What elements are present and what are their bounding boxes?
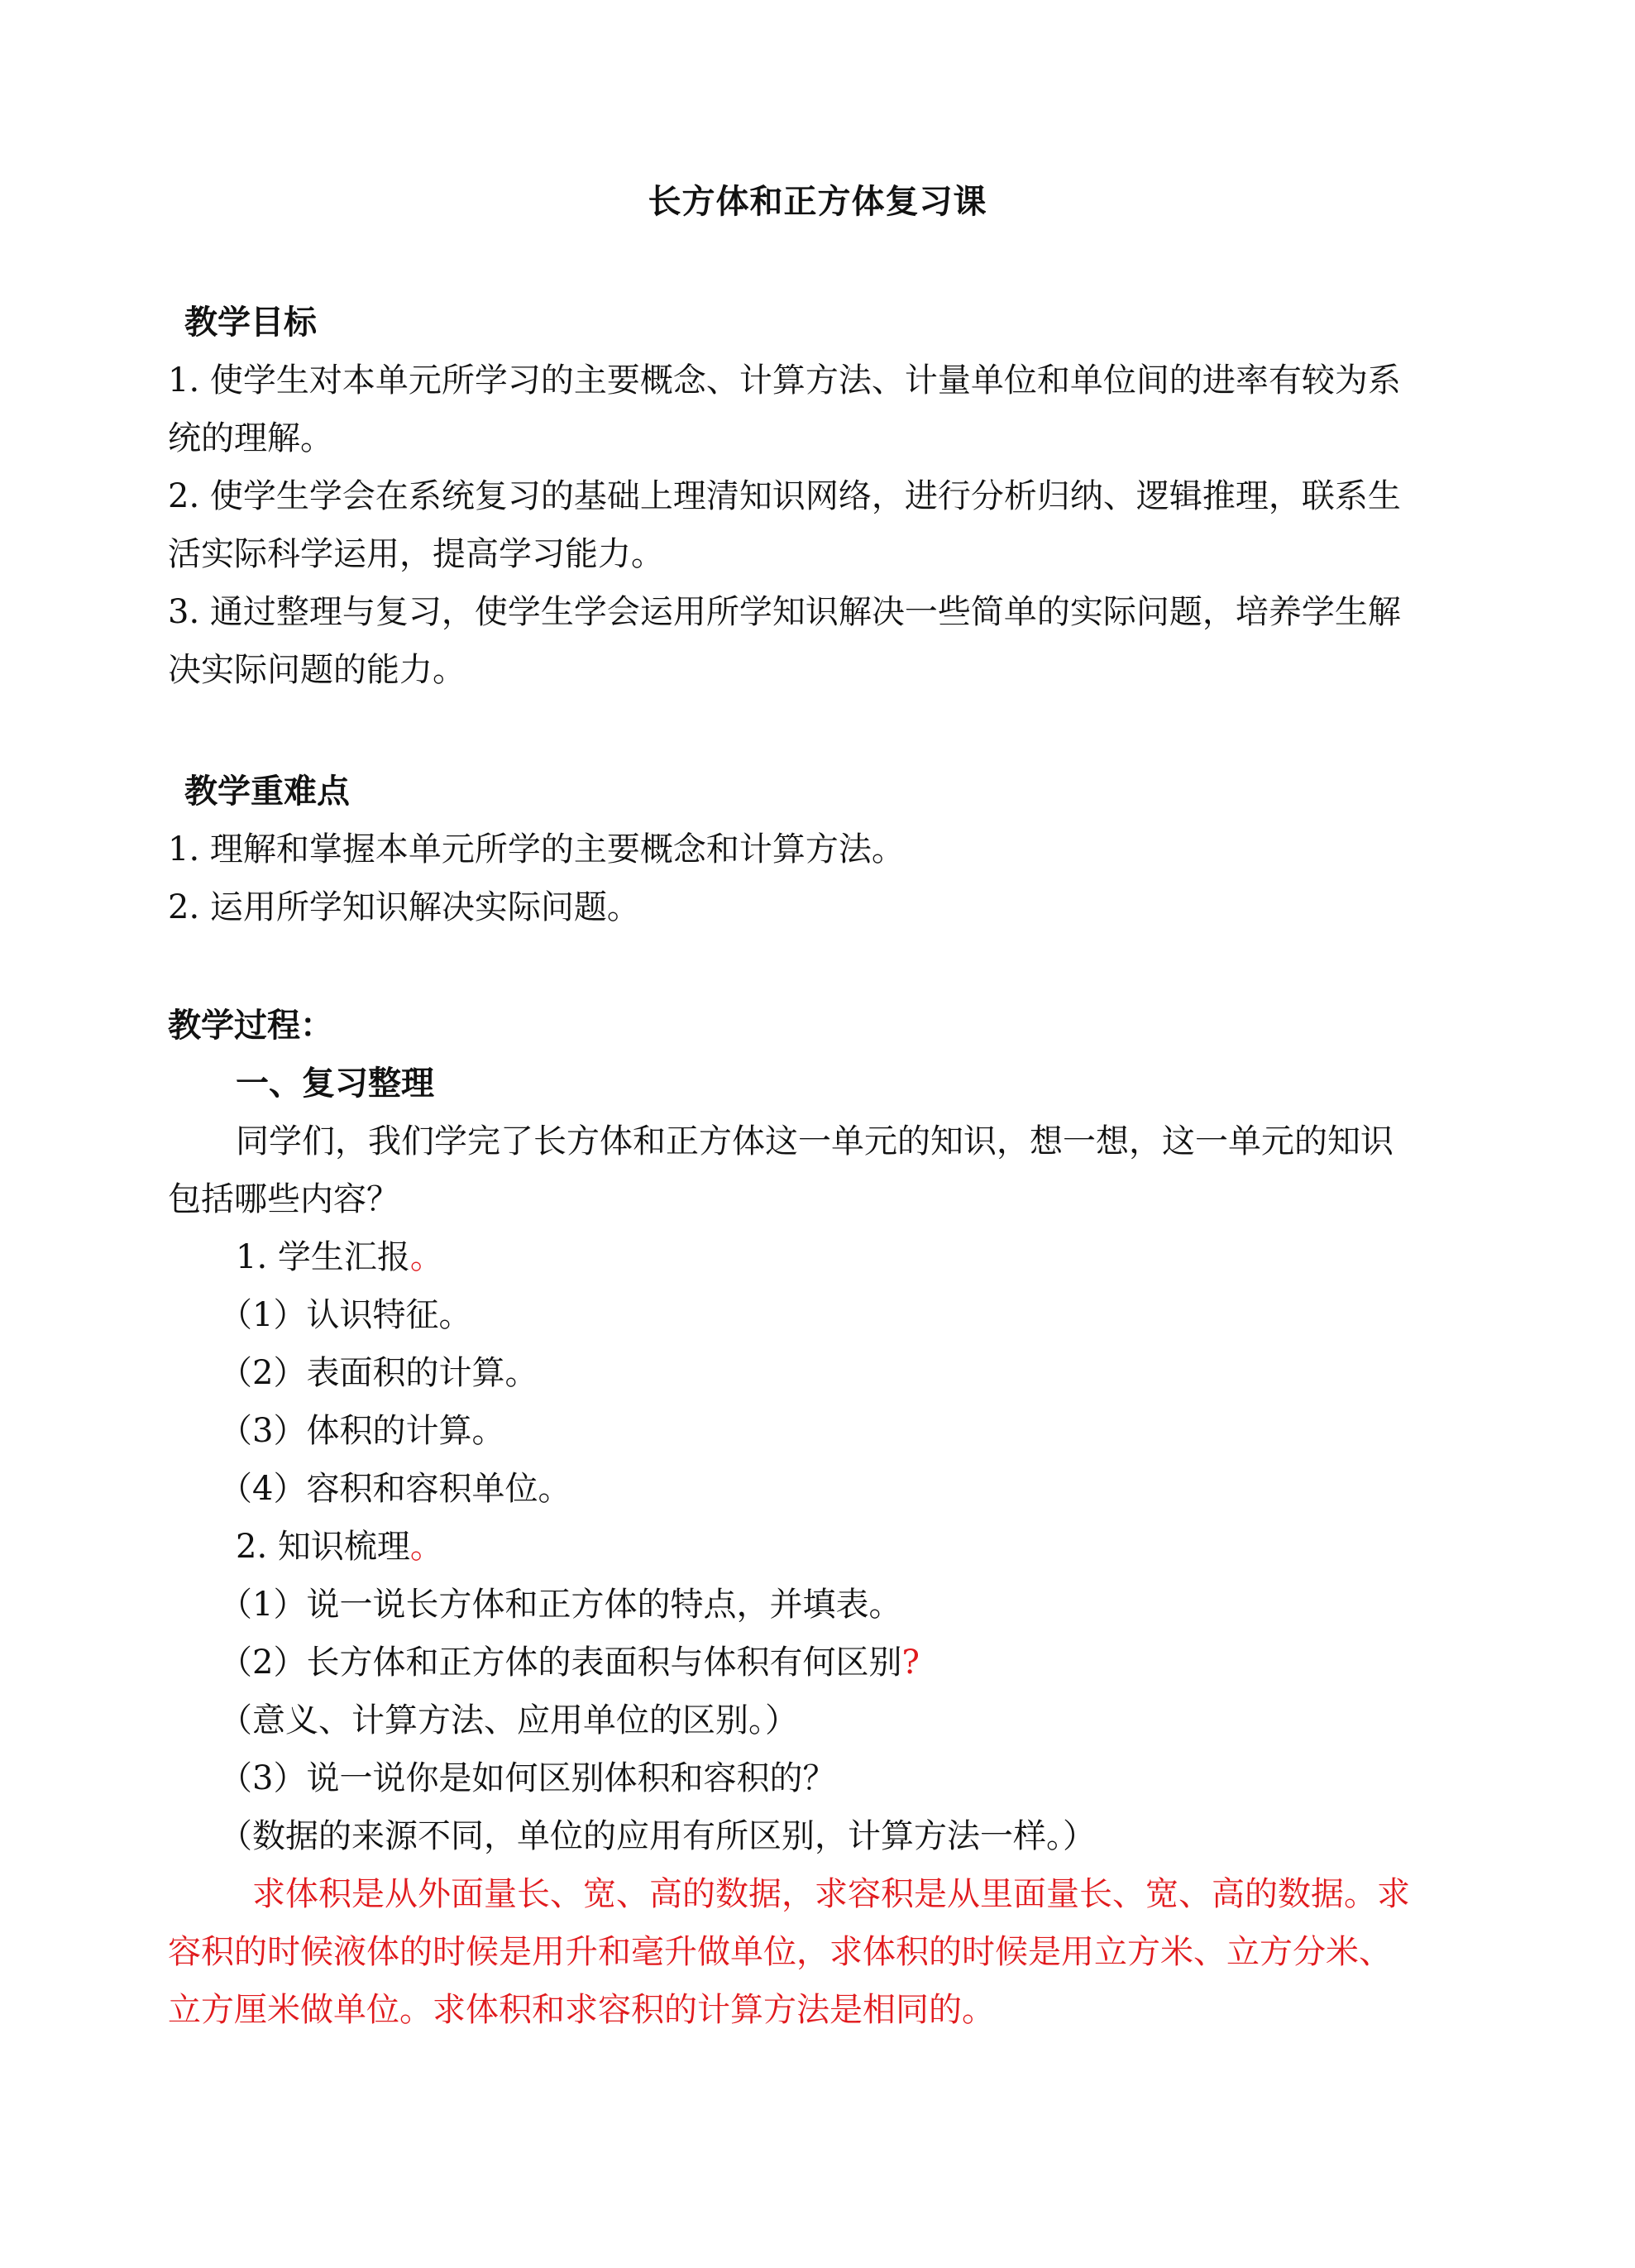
key-point-2: 2. 运用所学知识解决实际问题。 — [168, 888, 640, 926]
step-2-red-mark: 。 — [409, 1528, 443, 1566]
objective-3-line-1: 3. 通过整理与复习，使学生学会运用所学知识解决一些简单的实际问题，培养学生解 — [168, 593, 1401, 631]
step-1-label — [236, 1231, 443, 1278]
sort-item-3-note: （数据的来源不同，单位的应用有所区别，计算方法一样。） — [219, 1817, 1096, 1855]
objective-1-line-2: 统的理解。 — [168, 419, 333, 457]
objective-2-line-2: 活实际科学运用，提高学习能力。 — [168, 535, 664, 573]
intro-line-1: 同学们，我们学完了长方体和正方体这一单元的知识，想一想，这一单元的知识 — [236, 1122, 1394, 1160]
report-item-1: （1）认识特征。 — [219, 1296, 472, 1334]
report-item-3: （3）体积的计算。 — [219, 1412, 505, 1450]
answer-line-2: 容积的时候液体的时候是用升和毫升做单位，求体积的时候是用立方米、立方分米、 — [168, 1933, 1392, 1971]
step-2-text: 2. 知识梳理 — [236, 1528, 410, 1566]
objectives-heading: 教学目标 — [184, 303, 317, 342]
key-point-1: 1. 理解和掌握本单元所学的主要概念和计算方法。 — [168, 830, 905, 868]
answer-line-3: 立方厘米做单位。求体积和求容积的计算方法是相同的。 — [168, 1991, 995, 2029]
sort-item-2-red-mark: ? — [901, 1644, 920, 1682]
key-points-heading: 教学重难点 — [184, 772, 350, 811]
objective-3-line-2: 决实际问题的能力。 — [168, 651, 466, 689]
process-heading: 教学过程： — [168, 1006, 333, 1045]
sort-item-1: （1）说一说长方体和正方体的特点，并填表。 — [219, 1586, 902, 1624]
step-1-text: 1. 学生汇报 — [236, 1238, 410, 1276]
step-1-red-mark: 。 — [409, 1238, 443, 1276]
sort-item-2 — [219, 1636, 920, 1683]
step-2-label — [236, 1520, 443, 1567]
sort-item-2-text: （2）长方体和正方体的表面积与体积有何区别 — [219, 1644, 902, 1682]
document-title: 长方体和正方体复习课 — [648, 182, 987, 221]
objective-1-line-1: 1. 使学生对本单元所学习的主要概念、计算方法、计量单位和单位间的进率有较为系 — [168, 361, 1401, 400]
section-review-heading: 一、复习整理 — [236, 1064, 434, 1103]
report-item-2: （2）表面积的计算。 — [219, 1354, 538, 1392]
objective-2-line-1: 2. 使学生学会在系统复习的基础上理清知识网络，进行分析归纳、逻辑推理，联系生 — [168, 477, 1401, 515]
sort-item-3: （3）说一说你是如何区别体积和容积的？ — [219, 1759, 836, 1797]
intro-line-2: 包括哪些内容？ — [168, 1180, 399, 1218]
answer-line-1: 求体积是从外面量长、宽、高的数据，求容积是从里面量长、宽、高的数据。求 — [252, 1875, 1410, 1913]
report-item-4: （4）容积和容积单位。 — [219, 1470, 571, 1508]
sort-item-2-note: （意义、计算方法、应用单位的区别。） — [219, 1701, 798, 1739]
